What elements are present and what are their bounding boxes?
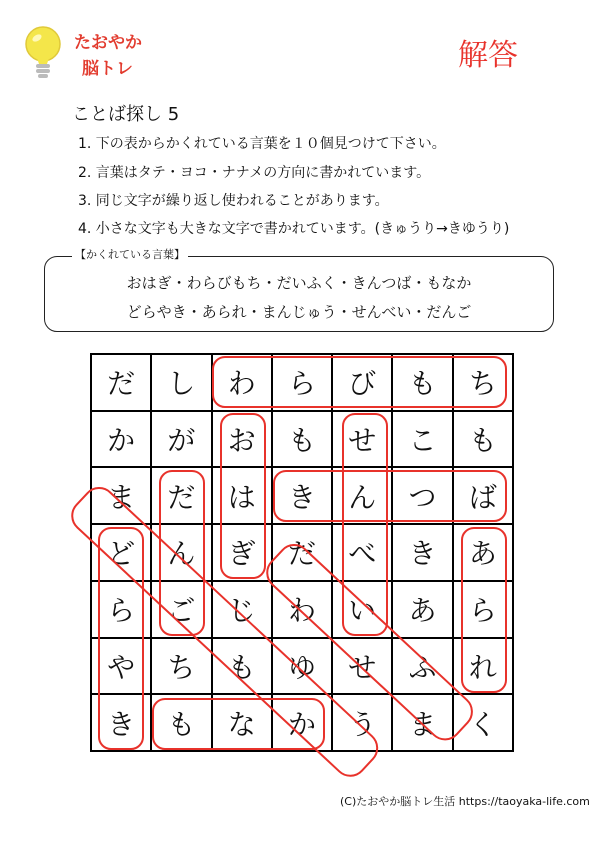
lightbulb-icon <box>22 22 64 84</box>
grid-cell: お <box>212 411 272 468</box>
grid-cell: だ <box>91 354 151 411</box>
grid-cell: ら <box>453 581 513 638</box>
grid-cell: べ <box>332 524 392 581</box>
grid-cell: し <box>151 354 211 411</box>
grid-cell: だ <box>151 467 211 524</box>
hidden-words-label: 【かくれている言葉】 <box>72 246 188 262</box>
grid-cell: れ <box>453 638 513 695</box>
grid-cell: も <box>151 694 211 751</box>
hidden-words-line-2: どらやき・あられ・まんじゅう・せんべい・だんご <box>126 303 472 321</box>
grid-cell: あ <box>392 581 452 638</box>
grid-cell: が <box>151 411 211 468</box>
grid-cell: せ <box>332 411 392 468</box>
grid-cell: ん <box>151 524 211 581</box>
grid-cell: わ <box>212 354 272 411</box>
grid-cell: は <box>212 467 272 524</box>
answer-label: 解答 <box>458 38 518 73</box>
grid-cell: き <box>392 524 452 581</box>
grid-cell: ら <box>272 354 332 411</box>
grid-cell: じ <box>212 581 272 638</box>
logo-text-line2: 脳トレ <box>82 59 133 79</box>
grid-cell: や <box>91 638 151 695</box>
grid-cell: も <box>453 411 513 468</box>
grid-cell: あ <box>453 524 513 581</box>
grid-cell: も <box>212 638 272 695</box>
grid-cell: な <box>212 694 272 751</box>
grid-cell: も <box>392 354 452 411</box>
instruction-2: 2. 言葉はタテ・ヨコ・ナナメの方向に書かれています。 <box>78 165 431 181</box>
grid-cell: ち <box>453 354 513 411</box>
grid-cell: び <box>332 354 392 411</box>
hidden-words-line-1: おはぎ・わらびもち・だいふく・きんつば・もなか <box>126 274 472 292</box>
page-title: ことば探し 5 <box>72 104 180 125</box>
grid-cell: ふ <box>392 638 452 695</box>
grid-cell: せ <box>332 638 392 695</box>
grid-cell: ゆ <box>272 638 332 695</box>
grid-cell: ぎ <box>212 524 272 581</box>
grid-cell: ん <box>332 467 392 524</box>
grid-cell: こ <box>392 411 452 468</box>
word-search-grid <box>90 353 514 752</box>
logo-text-line1: たおやか <box>74 33 142 53</box>
grid-cell: ま <box>392 694 452 751</box>
grid-cell: ど <box>91 524 151 581</box>
grid-cell: ち <box>151 638 211 695</box>
grid-cell: ば <box>453 467 513 524</box>
grid-cell: か <box>272 694 332 751</box>
grid-cell: い <box>332 581 392 638</box>
grid-cell: つ <box>392 467 452 524</box>
instruction-1: 1. 下の表からかくれている言葉を１０個見つけて下さい。 <box>78 136 446 152</box>
hidden-words-box <box>44 256 554 332</box>
instruction-4: 4. 小さな文字も大きな文字で書かれています。(きゅうり→きゆうり) <box>78 221 510 237</box>
grid-cell: か <box>91 411 151 468</box>
grid-cell: う <box>332 694 392 751</box>
instruction-3: 3. 同じ文字が繰り返し使われることがあります。 <box>78 193 389 209</box>
footer-copyright: (C)たおやか脳トレ生活 https://taoyaka-life.com <box>340 795 590 808</box>
grid-cell: わ <box>272 581 332 638</box>
grid-cell: き <box>91 694 151 751</box>
grid-cell: く <box>453 694 513 751</box>
grid-cell: ご <box>151 581 211 638</box>
grid-cell: ら <box>91 581 151 638</box>
logo <box>22 22 172 97</box>
grid-cell: だ <box>272 524 332 581</box>
grid-cell: も <box>272 411 332 468</box>
grid-cell: き <box>272 467 332 524</box>
grid-cell: ま <box>91 467 151 524</box>
